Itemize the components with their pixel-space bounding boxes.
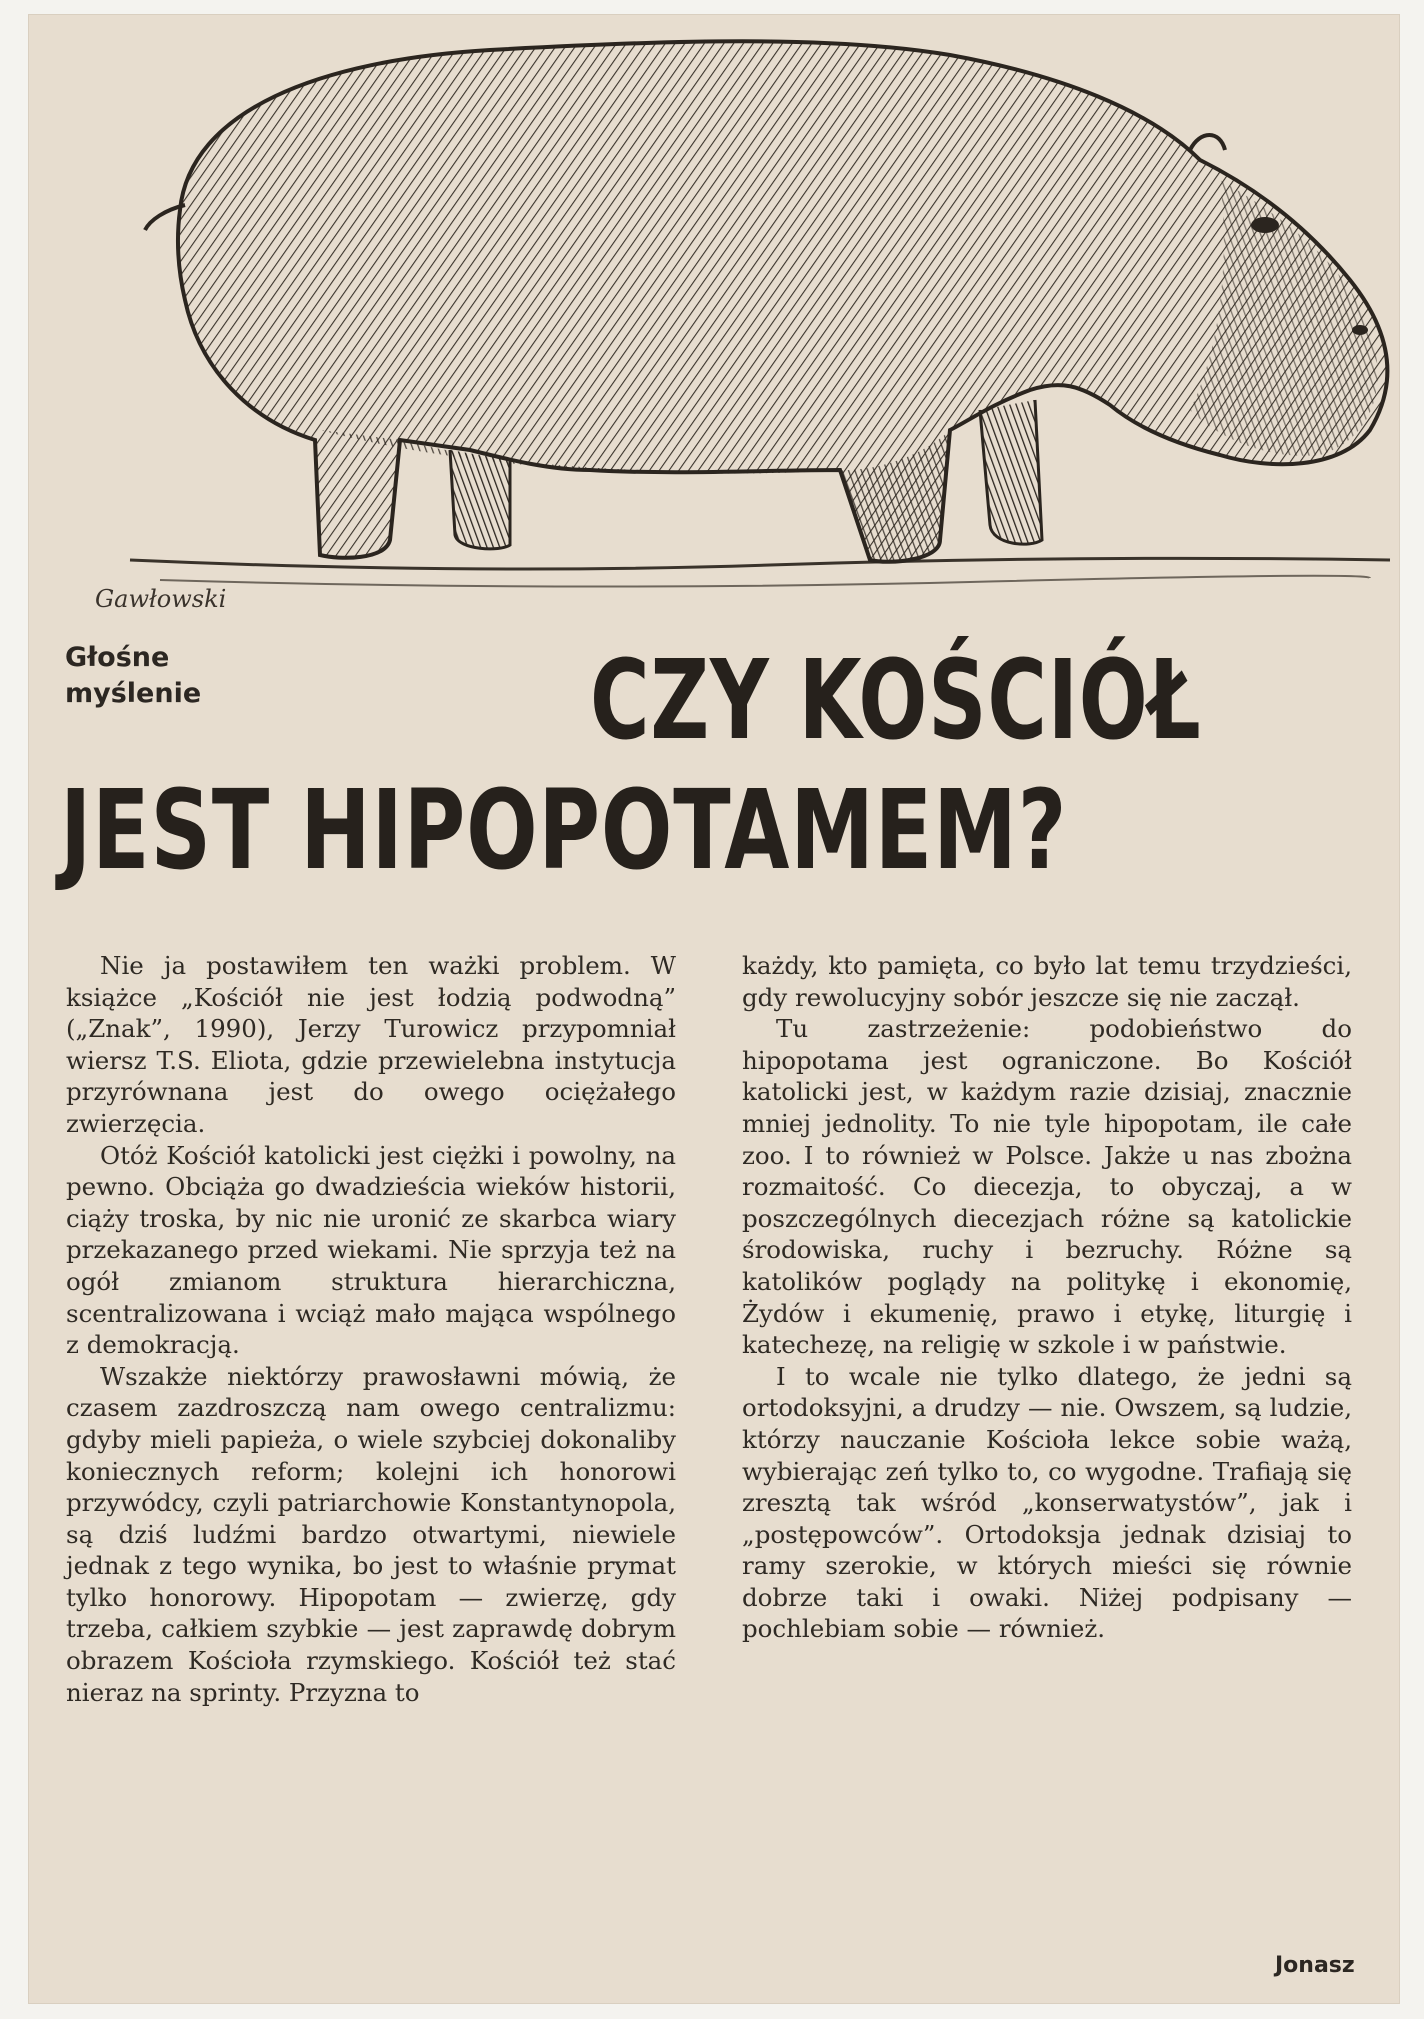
headline-line-1: CZY KOŚCIÓŁ [590,636,1202,764]
headline-line-2: JEST HIPOPOTAMEM? [60,766,1068,894]
article-column-right [742,950,1352,1645]
paragraph: Otóż Kościół katolicki jest ciężki i powolny, na pewno. Obciąża go dwadzieścia wieków historii, ciąży troska, by nic nie uronić ze skarbca wiary przekazanego przed wiekami. Nie sprzyja też na ogół zmianom struktura hierarchiczna, scentralizowana i wciąż mało mająca wspólnego z demokracją. [66,1140,676,1360]
hippopotamus-illustration [70,0,1400,630]
paragraph: I to wcale nie tylko dlatego, że jedni są ortodoksyjni, a drudzy — nie. Owszem, są ludzie, którzy nauczanie Kościoła lekce sobie ważą, wybierając zeń tylko to, co wygodne. Trafiają się zresztą tak wśród „konserwatystów”, jak i „postępowców”. Ortodoksja jednak dzisiaj to ramy szerokie, w których mieści się równie dobrze taki i owaki. Niżej podpisany — pochlebiam sobie — również. [742,1361,1352,1644]
author-signature: Jonasz [1275,1953,1355,1978]
paragraph: Nie ja postawiłem ten ważki problem. W książce „Kościół nie jest łodzią podwodną” („Znak”, 1990), Jerzy Turowicz przypomniał wiersz T.S. Eliota, gdzie przewielebna instytucja przyrównana jest do owego ociężałego zwierzęcia. [66,951,676,1138]
article-column-left [66,950,676,1708]
hippopotamus-icon [70,0,1400,630]
paragraph: Wszakże niektórzy prawosławni mówią, że czasem zazdroszczą nam owego centralizmu: gdyby mieli papieża, o wiele szybciej dokonaliby koniecznych reform; kolejni ich honorowi przywódcy, czyli patriarchowie Konstantynopola, są dziś ludźmi bardzo otwartymi, niewiele jednak z tego wynika, bo jest to właśnie prymat tylko honorowy. Hipopotam — zwierzę, gdy trzeba, całkiem szybkie — jest zaprawdę dobrym obrazem Kościoła rzymskiego. Kościół też stać nieraz na sprinty. Przyzna to [66,1361,676,1707]
section-kicker: Głośne myślenie [65,642,202,709]
paragraph: Tu zastrzeżenie: podobieństwo do hipopotama jest ograniczone. Bo Kościół katolicki jest, w każdym razie dzisiaj, znacznie mniej jednolity. To nie tyle hipopotam, ile całe zoo. I to również w Polsce. Jakże u nas zbożna rozmaitość. Co diecezja, to obyczaj, a w poszczególnych diecezjach różne są katolickie środowiska, ruchy i bezruchy. Różne są katolików poglądy na politykę i ekonomię, Żydów i ekumenię, prawo i etykę, liturgię i katechezę, na religię w szkole i w państwie. [742,1014,1352,1360]
artist-signature: Gawłowski [95,585,227,613]
paragraph: każdy, kto pamięta, co było lat temu trzydzieści, gdy rewolucyjny sobór jeszcze się nie zaczął. [742,951,1352,1012]
